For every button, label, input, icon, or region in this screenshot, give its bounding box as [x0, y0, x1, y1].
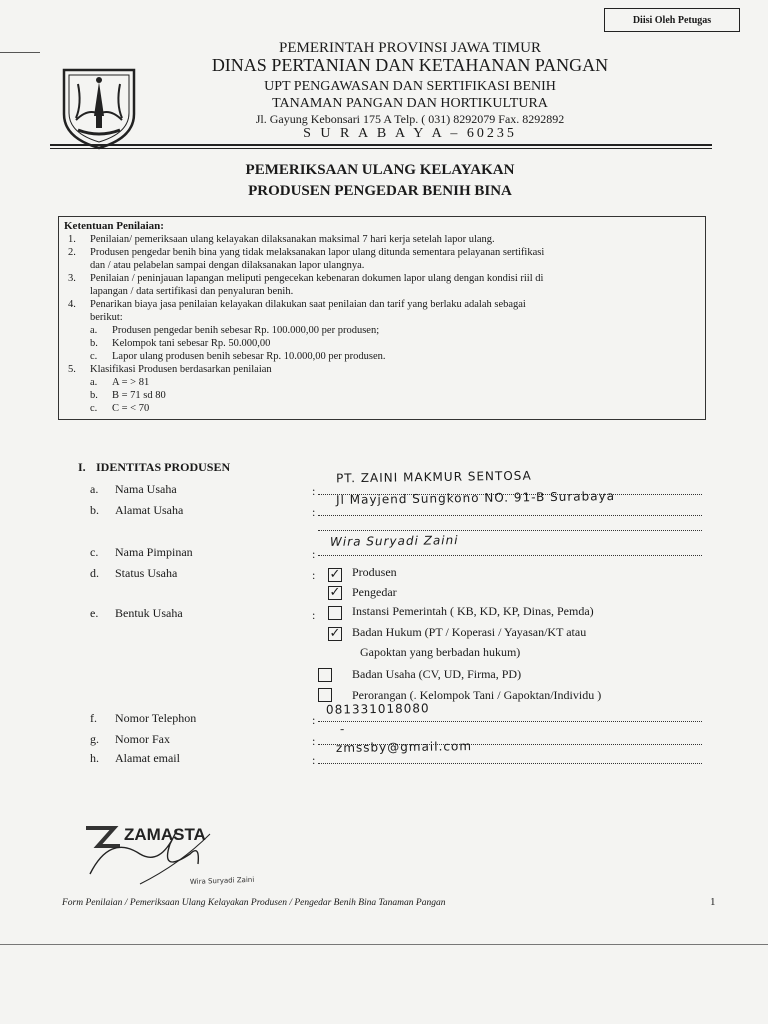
page-number: 1 — [710, 896, 716, 908]
rule-item — [68, 233, 704, 246]
rule-item — [68, 272, 704, 285]
rule-num: 1. — [68, 234, 76, 245]
colon: : — [312, 505, 316, 519]
rule-subitem — [68, 350, 704, 363]
produsen-label: Produsen — [352, 565, 397, 579]
rule-subitem — [68, 324, 704, 337]
rule-item — [68, 285, 704, 298]
colon: : — [312, 484, 316, 498]
form-title-2: PRODUSEN PENGEDAR BENIH BINA — [248, 183, 512, 199]
nama-pimpinan-value[interactable]: Wira Suryadi Zaini — [329, 533, 459, 549]
field-letter: a. — [90, 482, 99, 496]
header-rule-thick — [50, 144, 712, 146]
telephon-value[interactable]: 081331018080 — [325, 701, 430, 717]
field-label: Status Usaha — [115, 566, 178, 580]
pengedar-label: Pengedar — [352, 585, 397, 599]
rule-text: Penilaian / peninjauan lapangan meliputi pengecekan kebenaran dokumen lapor ulang dengan kondisi riil di — [90, 273, 544, 284]
footer-text: Form Penilaian / Pemeriksaan Ulang Kelayakan Produsen / Pengedar Benih Bina Tanaman Pangan — [62, 898, 446, 908]
pengedar-checkbox[interactable]: ✓ — [329, 585, 341, 600]
section-title: IDENTITAS PRODUSEN — [96, 460, 231, 474]
field-label: Nomor Telephon — [115, 711, 197, 725]
field-letter: d. — [90, 566, 99, 580]
field-label: Nomor Fax — [115, 732, 170, 746]
field-label: Nama Usaha — [115, 482, 177, 496]
header-rule-thin — [50, 148, 712, 149]
instansi-checkbox[interactable] — [328, 606, 342, 620]
colon: : — [312, 608, 316, 622]
rule-item — [68, 259, 704, 272]
rule-num: a. — [90, 377, 98, 388]
fax-value[interactable]: - — [339, 721, 346, 737]
field-label: Bentuk Usaha — [115, 606, 183, 620]
badan-hukum-checkbox[interactable]: ✓ — [329, 626, 341, 641]
page-bottom-rule — [0, 944, 768, 945]
alamat-usaha-value[interactable]: Jl Mayjend Sungkono NO. 91-B Surabaya — [335, 489, 616, 507]
rule-num: b. — [90, 390, 98, 401]
perorangan-label: Perorangan (. Kelompok Tani / Gapoktan/Individu ) — [352, 688, 602, 702]
rule-text: Penarikan biaya jasa penilaian kelayakan dilakukan saat penilaian dan tarif yang berlaku adalah sebagai — [90, 299, 526, 310]
rule-num: b. — [90, 338, 98, 349]
rule-text: dan / atau pelabelan sampai dengan dilaksanakan lapor ulangnya. — [90, 260, 365, 271]
company-stamp-signature — [80, 814, 300, 894]
badan-usaha-checkbox[interactable] — [318, 668, 332, 682]
field-nama-pimpinan — [0, 533, 768, 565]
field-letter: f. — [90, 711, 97, 725]
header-line-2: DINAS PERTANIAN DAN KETAHANAN PANGAN — [211, 55, 609, 75]
dotted-line — [318, 763, 702, 764]
rule-text: Penilaian/ pemeriksaan ulang kelayakan dilaksanakan maksimal 7 hari kerja setelah lapor ulang. — [90, 234, 495, 245]
field-label: Alamat Usaha — [115, 503, 184, 517]
east-java-emblem-icon — [58, 64, 140, 150]
dotted-line — [318, 515, 702, 516]
instansi-label: Instansi Pemerintah ( KB, KD, KP, Dinas, Pemda) — [352, 604, 594, 618]
field-letter: e. — [90, 606, 99, 620]
margin-mark — [0, 52, 40, 53]
rule-text: Produsen pengedar benih sebesar Rp. 100.000,00 per produsen; — [112, 325, 380, 336]
colon: : — [312, 568, 316, 582]
rule-item — [68, 311, 704, 324]
badan-usaha-label: Badan Usaha (CV, UD, Firma, PD) — [352, 667, 522, 681]
section-heading — [78, 460, 230, 475]
nama-usaha-value[interactable]: PT. ZAINI MAKMUR SENTOSA — [335, 468, 532, 486]
rule-text: C = < 70 — [112, 403, 150, 414]
rule-subitem — [68, 402, 704, 415]
rule-num: 4. — [68, 299, 76, 310]
header-city: S U R A B A Y A – 60235 — [303, 126, 517, 141]
form-title-1: PEMERIKSAAN ULANG KELAYAKAN — [245, 162, 515, 178]
badan-hukum-continuation: Gapoktan yang berbadan hukum) — [360, 645, 521, 659]
field-letter: g. — [90, 732, 99, 746]
rule-num: 3. — [68, 273, 76, 284]
rule-text: Produsen pengedar benih bina yang tidak melaksanakan lapor ulang ditunda sementara pelayanan sertifikasi — [90, 247, 545, 258]
dotted-line — [318, 555, 702, 556]
rule-subitem — [68, 376, 704, 389]
rules-heading: Ketentuan Penilaian: — [64, 220, 164, 232]
stamp-signature-name: Wira Suryadi Zaini — [189, 875, 255, 886]
rule-num: c. — [90, 403, 98, 414]
stamp-text: ZAMASTA — [124, 825, 206, 844]
field-label: Alamat email — [115, 751, 180, 765]
dotted-line — [318, 721, 702, 722]
rule-item — [68, 298, 704, 311]
header-line-3: UPT PENGAWASAN DAN SERTIFIKASI BENIH — [264, 79, 556, 94]
header-line-1: PEMERINTAH PROVINSI JAWA TIMUR — [279, 40, 541, 56]
rule-text: A = > 81 — [112, 377, 150, 388]
rule-subitem — [68, 337, 704, 350]
field-letter: b. — [90, 503, 99, 517]
rules-list — [68, 233, 704, 415]
rule-num: 5. — [68, 364, 76, 375]
rule-text: Lapor ulang produsen benih sebesar Rp. 10.000,00 per produsen. — [112, 351, 386, 362]
rule-num: a. — [90, 325, 98, 336]
rule-item — [68, 363, 704, 376]
rule-text: berikut: — [90, 312, 123, 323]
petugas-label: Diisi Oleh Petugas — [632, 14, 712, 26]
rule-text: lapangan / data sertifikasi dan penyaluran benih. — [90, 286, 294, 297]
header-address: Jl. Gayung Kebonsari 175 A Telp. ( 031) 8292079 Fax. 8292892 — [255, 112, 565, 126]
field-letter: c. — [90, 545, 99, 559]
colon: : — [312, 753, 316, 767]
section-number: I. — [78, 460, 86, 474]
colon: : — [312, 547, 316, 561]
header-line-4: TANAMAN PANGAN DAN HORTIKULTURA — [272, 96, 548, 111]
produsen-checkbox[interactable]: ✓ — [329, 567, 341, 582]
rule-num: 2. — [68, 247, 76, 258]
badan-hukum-label: Badan Hukum (PT / Koperasi / Yayasan/KT atau — [352, 625, 587, 639]
colon: : — [312, 734, 316, 748]
field-nomor-telephon — [0, 701, 768, 731]
rule-text: Klasifikasi Produsen berdasarkan penilaian — [90, 364, 272, 375]
colon: : — [312, 713, 316, 727]
email-value[interactable]: zmssby@gmail.com — [335, 739, 473, 755]
rule-item — [68, 246, 704, 259]
petugas-box — [604, 8, 740, 32]
rule-text: B = 71 sd 80 — [112, 390, 166, 401]
field-label: Nama Pimpinan — [115, 545, 193, 559]
field-letter: h. — [90, 751, 99, 765]
dotted-line — [318, 530, 702, 531]
perorangan-checkbox[interactable] — [318, 688, 332, 702]
rule-num: c. — [90, 351, 98, 362]
rule-subitem — [68, 389, 704, 402]
rule-text: Kelompok tani sebesar Rp. 50.000,00 — [112, 338, 271, 349]
